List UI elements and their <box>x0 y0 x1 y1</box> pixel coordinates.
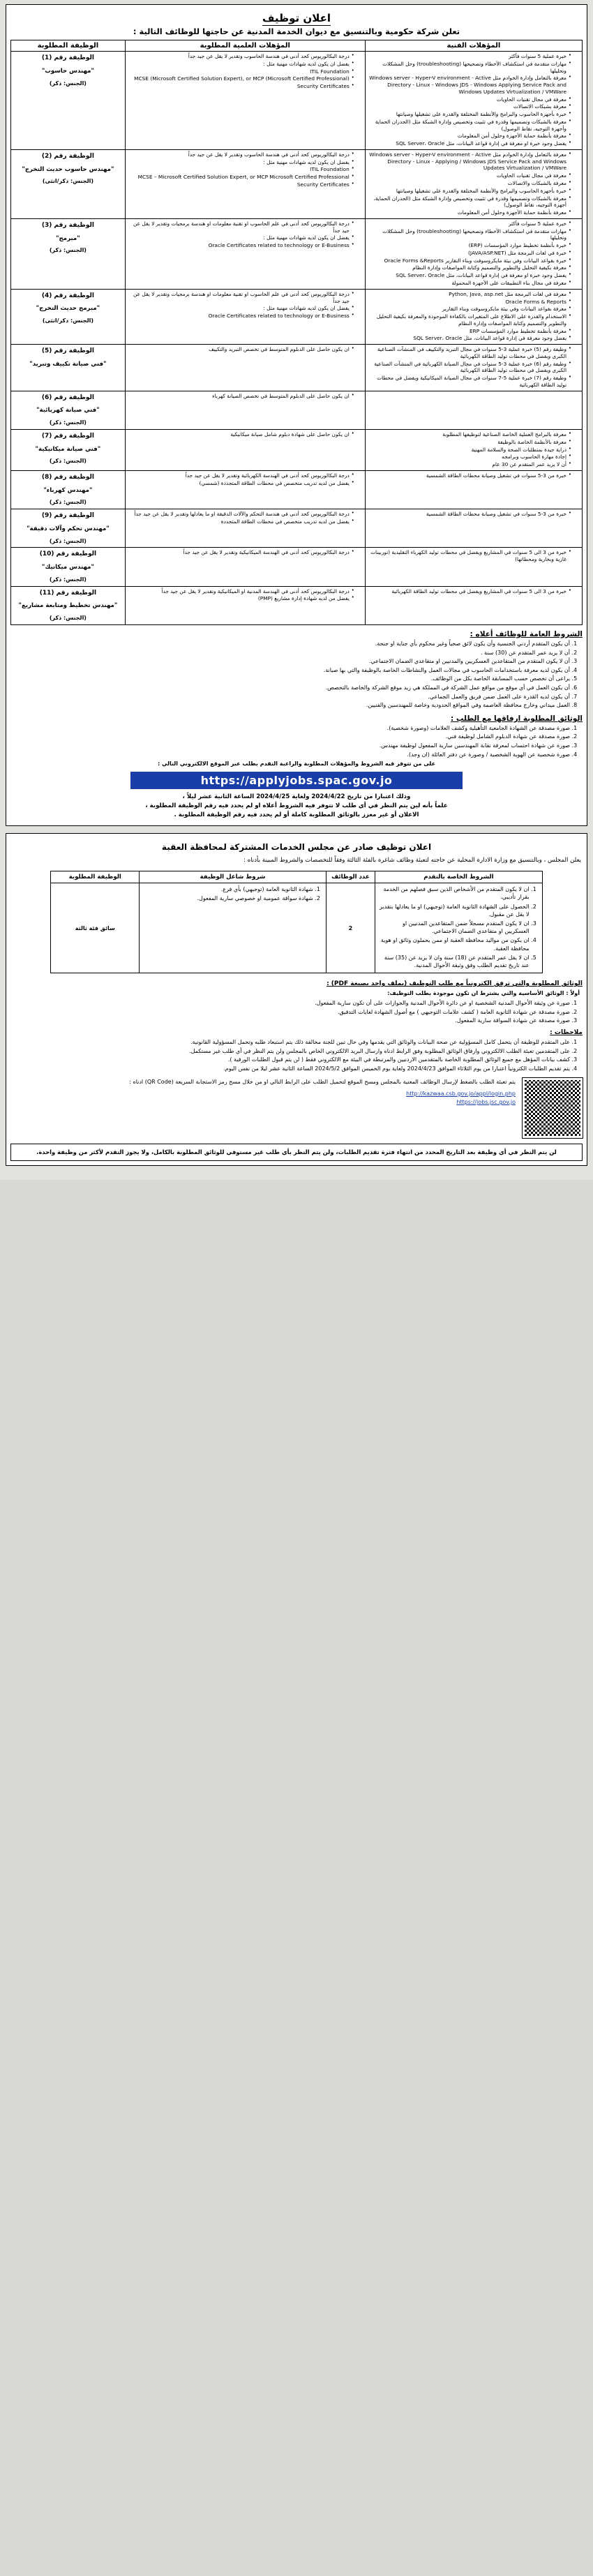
position-title: "مبرمج" <box>56 234 80 242</box>
list-item: 3. كشف بيانات المؤهل مع جميع الوثائق المطلوبة الخاصة بالمتقدمين الاردنيين والمرتبطة في البيئة مع الالكتروني فقط ( لن يتم قبول الطلبات الورقية ). <box>10 1056 570 1064</box>
position-gender: (الجنس: ذكر) <box>49 615 87 622</box>
position-title: "مبرمج حديث التخرج" <box>36 305 100 313</box>
list-item: • معرفة بكيفية التحليل والتطوير والتصميم وكتابة المواصفات وإدارة النظام <box>368 264 571 271</box>
cell-position <box>11 149 126 218</box>
cell-scientific <box>125 149 365 218</box>
jobs-table <box>10 40 583 625</box>
list-item: 1. صورة عن وثيقة الأحوال المدنية الشخصية او عن دائرة الأحوال المدنية والجوازات على أن تكون سارية المفعول. <box>10 999 570 1008</box>
ad2-final-note: لن يتم النظر في أي وظيفة بعد التاريخ المحدد من انتهاء فترة تقديم الطلبات، ولن يتم النظر بأي طلب غير مستوفي للوثائق المطلوبة بالكامل، ولا يجوز التقدم لأكثر من وظيفة واحدة. <box>10 1144 583 1161</box>
col-technical: المؤهلات الفنية <box>365 40 582 52</box>
position-gender: (الجنس: ذكر) <box>49 247 87 254</box>
position-gender: (الجنس: ذكر/انثى) <box>42 317 93 324</box>
list-item: • خبرة عملية 5 سنوات فأكثر <box>368 220 571 227</box>
cell-technical <box>365 586 582 624</box>
ad2-count-cell: 2 <box>326 883 375 973</box>
list-item: • MCSE – Microsoft Certified Solution Expert, or MCP Microsoft Certified Professional <box>128 174 354 181</box>
list-item: • معرفة بأنظمة حماية الأجهزة وحلول أمن المعلومات <box>368 209 571 216</box>
cell-position <box>11 548 126 586</box>
list-item: 1. أن يكون المتقدم أردني الجنسية وأن يكون لائق صحياً وغير محكوم بأي جناية او جنحة. <box>10 640 570 648</box>
list-item: • معرفة بالتعامل وإدارة الخوادم مثل Windows server - Hyper-V environment - Active Directory - Linux - Windows JDS - Windows Applying Service Pack and Windows Updates Virtualization / VMWare <box>368 75 571 95</box>
cell-position <box>11 429 126 470</box>
list-item: • Oracle Forms & Reports <box>368 299 571 306</box>
cell-scientific <box>125 548 365 586</box>
cell-technical <box>365 548 582 586</box>
scientific-list-1 <box>128 151 363 188</box>
position-title: "مهندس حاسوب" <box>41 67 94 75</box>
qr-code-icon[interactable] <box>523 1078 583 1138</box>
cell-technical <box>365 218 582 289</box>
position-title: "مهندس تحكم وآلات دقيقة" <box>27 525 110 532</box>
list-item: 6. أن يكون العمل في أي موقع من مواقع عمل الشركة في المملكة هي زيد موقع الشركة والخاصة بالتخصص. <box>10 684 570 692</box>
table-row <box>11 218 583 289</box>
position-number: الوظيفة رقم (9) <box>41 512 94 520</box>
cell-position <box>11 345 126 391</box>
docs-title: الوثائق المطلوبة ارفاقها مع الطلب : <box>451 714 583 723</box>
deadline-note <box>10 793 583 820</box>
list-item: 1. على المتقدم للوظيفة أن يتحمل كامل المسؤولية عن صحة البيانات والوثائق التي يقدمها وفي حال تبين للجنة مخالفة ذلك يتم استبعاد طلبه وتحمل المسؤولية القانونية. <box>10 1038 570 1047</box>
scientific-list-6 <box>128 431 363 438</box>
cell-position <box>11 52 126 150</box>
list-item: • يفضل من لديه شهادة إدارة مشاريع (PMP) <box>128 595 354 602</box>
list-item: • معرفة بشبكات الاتصالات <box>368 103 571 110</box>
cell-scientific <box>125 345 365 391</box>
position-title: "فني صيانة كهربائية" <box>36 407 100 414</box>
technical-list-9 <box>368 549 580 563</box>
list-item: 5. يراعى أن تخصص حسب المسابقة الخاصة بكل من الوظائف. <box>10 675 570 683</box>
list-item: • يفضل ان يكون لديه شهادات مهنية مثل : <box>128 61 354 68</box>
list-item: • مهارات متقدمة في استكشاف الأخطاء وتصحيحها (troubleshooting) وحل المشكلات وتحليلها <box>368 228 571 242</box>
list-item: • درجة البكالوريوس كحد أدنى في الهندسة المدنية او الميكانيكية وتقدير لا يقل عن جيد جداً <box>128 588 354 595</box>
ad2-docs-list <box>10 999 583 1025</box>
list-item: • ان يكون حاصل على الدبلوم المتوسط في تخصص الصيانة كهرباء <box>128 393 354 400</box>
position-title: "مهندس ميكانيك" <box>41 564 94 571</box>
cell-position <box>11 289 126 344</box>
ad2-duties-cell <box>140 883 326 973</box>
position-title: "فني صيانة ميكانيكية" <box>35 445 101 453</box>
document-page <box>0 0 593 1180</box>
table-row <box>11 391 583 429</box>
list-item: 4. صورة شخصية عن الهوية الشخصية / وصورة عن دفتر العائلة (ان وجد). <box>10 751 570 759</box>
position-gender: (الجنس: ذكر) <box>49 419 87 426</box>
list-item: • Security Certificates <box>128 83 354 90</box>
list-item: • خبرة عملية 5 سنوات فأكثر <box>368 53 571 60</box>
list-item: • معرفة بالشبكات وتصميمها وقدرة في تثبيت وتخصيص وإدارة الشبكة مثل (الجدران الحماية، أجهزة التوجيه، نقاط الوصول) <box>368 195 571 209</box>
cell-position <box>11 509 126 548</box>
table-row <box>11 509 583 548</box>
position-gender: (الجنس: ذكر) <box>49 576 87 583</box>
ad2-title: اعلان توظيف صادر عن مجلس الخدمات المشتركة لمحافظة العقبة <box>161 842 432 853</box>
list-item: • معرفة بالبرامج العملية الخاصة الصناعية لتوظيفها المطلوبة <box>368 431 571 438</box>
cell-scientific <box>125 586 365 624</box>
cell-technical <box>365 391 582 429</box>
scientific-list-0 <box>128 53 363 90</box>
position-number: الوظيفة رقم (8) <box>41 473 94 481</box>
position-title: "فني صيانة تكييف وتبريد" <box>29 360 107 368</box>
list-item: • درجة البكالوريوس كحد أدنى في هندسة الحاسوب وتقدير لا يقل عن جيد جداً <box>128 53 354 60</box>
col-scientific: المؤهلات العلمية المطلوبة <box>125 40 365 52</box>
list-item: • الاستخدام والقدرة على الاطلاع على المتغيرات بالكفاءة الموجودة والمعرفة بكيفية التحليل والتطوير والتصميم وكتابة المواصفات وإدارة النظام <box>368 313 571 327</box>
table-row <box>11 52 583 150</box>
technical-list-0 <box>368 53 580 147</box>
technical-list-6 <box>368 431 580 468</box>
ad1-intro: تعلن شركة حكومية وبالتنسيق مع ديوان الخدمة المدنية عن حاجتها للوظائف التالية : <box>133 27 460 36</box>
deadline-line-2: علماً بأنه لين يتم النظر في أي طلب لا تتوفر فيه الشروط أعلاه او لم يحدد فيه رقم الوظيفة المطلوبة ، <box>145 802 448 809</box>
list-item: • إجادة مهارة الحاسوب وبرامجه <box>368 454 571 460</box>
list-item: 4. أن يكون لديه معرفة باستخدامات الحاسوب في مجالات العمل والنشاطات الخاصة بالوظيفة والتي بها صيانة. <box>10 666 570 675</box>
cell-position <box>11 218 126 289</box>
job-ad-2 <box>6 833 587 1166</box>
table-row <box>11 586 583 624</box>
terms-title: الشروط العامة للوظائف أعلاه : <box>470 630 583 638</box>
list-item: • يفضل ان يكون لديه شهادات مهنية مثل : <box>128 159 354 166</box>
col-position: الوظيفة المطلوبة <box>11 40 126 52</box>
list-item: • خبرة بأجهزة الحاسوب والبرامج والأنظمة المختلفة والقدرة على تشغيلها وصيانتها <box>368 188 571 195</box>
list-item: • يفضل ان يكون لديه شهادات مهنية مثل : <box>128 234 354 241</box>
technical-list-3 <box>368 291 580 342</box>
ad2-col-count: عدد الوظائف <box>326 871 375 883</box>
list-item: • درجة البكالوريوس كحد أدنى في علم الحاسوب او تقنية معلومات او هندسة برمجيات وتقدير لا يقل عن جيد جداً <box>128 291 354 305</box>
list-item: • خبرة من 3-5 سنوات في تشغيل وصيانة محطات الطاقة الشمسية <box>368 472 571 479</box>
ad2-conditions-cell <box>375 883 542 973</box>
position-gender: (الجنس: ذكر) <box>49 537 87 544</box>
ad2-notes-title: ملاحظات : <box>550 1028 583 1036</box>
cell-position <box>11 586 126 624</box>
list-item: 3. صورة عن شهادة احتساب لمعرفة نقابة المهندسين سارية المفعول لوظيفة مهندس. <box>10 742 570 750</box>
ad2-row <box>51 883 542 973</box>
position-number: الوظيفة رقم (6) <box>41 394 94 401</box>
scientific-list-7 <box>128 472 363 487</box>
list-item: • درجة البكالوريوس كحد أدنى في الهندسة الكهربائية وتقدير لا يقل عن جيد جداً <box>128 472 354 479</box>
position-number: الوظيفة رقم (10) <box>39 551 97 558</box>
list-item: • معرفة بالشبكات والاتصالات <box>368 180 571 187</box>
table-header-row <box>11 40 583 52</box>
position-gender: (الجنس: ذكر) <box>49 458 87 465</box>
terms-list <box>10 640 583 710</box>
list-item: • يفضل من لديه تدريب متخصص في محطات الطاقة المتجددة <box>128 518 354 525</box>
list-item: • معرفة في مجال تقنيات الحاويات <box>368 96 571 103</box>
technical-list-4 <box>368 346 580 389</box>
table-row <box>11 149 583 218</box>
position-number: الوظيفة رقم (2) <box>41 152 94 160</box>
deadline-line-1: وذلك اعتبارا من تاريخ 2024/4/22 ولغاية 2024/4/25 الساعة الثانية عشر ليلاً ، <box>182 793 411 800</box>
list-item: • MCSE (Microsoft Certified Solution Expert), or MCP (Microsoft Certified Professional) <box>128 75 354 82</box>
scientific-list-2 <box>128 220 363 249</box>
position-gender: (الجنس: ذكر) <box>49 499 87 506</box>
cell-scientific <box>125 429 365 470</box>
cell-scientific <box>125 509 365 548</box>
position-gender: (الجنس: ذكر/انثى) <box>42 178 93 185</box>
table-row <box>11 289 583 344</box>
list-item: • ان يكون حاصل على الدبلوم المتوسط في تخصص التبريد والتكييف <box>128 346 354 353</box>
scientific-list-4 <box>128 346 363 353</box>
list-item: • معرفة في لغات البرمجة مثل Python, Java, asp.net <box>368 291 571 298</box>
position-number: الوظيفة رقم (1) <box>41 54 94 61</box>
list-item: • خبرة من 3-5 سنوات في تشغيل وصيانة محطات الطاقة الشمسية <box>368 511 571 518</box>
list-item: • درجة البكالوريوس كحد أدنى في هندسة التحكم والآلات الدقيقة او ما يعادلها وتقدير لا يقل عن جيد جداً <box>128 511 354 518</box>
ad2-docs-sub: أولاً : الوثائق الأساسية والتي يشترط ان تكون موجودة بطلب التوظيف: <box>387 990 580 997</box>
list-item: • درجة البكالوريوس كحد أدنى في هندسة الحاسوب وتقدير لا يقل عن جيد جداً <box>128 151 354 158</box>
list-item: 4. يتم تقديم الطلبات الكترونياً اعتبارا من يوم الثلاثاء الموافق 2024/4/23 ولغاية يوم الخميس الموافق 2024/5/2 الساعة الثانية عشر ليلا من نفس اليوم. <box>10 1065 570 1073</box>
position-number: الوظيفة رقم (3) <box>41 221 94 229</box>
position-number: الوظيفة رقم (11) <box>39 589 97 597</box>
list-item: • معرفة بقواعد البيانات وفي بيئة مايكروسوفت وبناء التقارير <box>368 306 571 313</box>
list-item: 3. صورة مصدقة عن شهادة السواقة سارية المفعول. <box>10 1017 570 1025</box>
cell-scientific <box>125 470 365 509</box>
list-item: 1. ان لا يكون المتقدم من الأشخاص الذين سبق فصلهم من الخدمة بقرار تأديبي. <box>378 885 529 901</box>
list-item: 3. ان لا يكون المتقدم مسجلاً ضمن المتقاعدين المدنيين او العسكريين او متقاعدي الضمان الاجتماعي. <box>378 920 529 935</box>
cell-technical <box>365 509 582 548</box>
table-row <box>11 429 583 470</box>
cell-position <box>11 391 126 429</box>
technical-list-7 <box>368 472 580 479</box>
apply-url[interactable]: https://applyjobs.spac.gov.jo <box>130 772 463 789</box>
cell-position <box>11 470 126 509</box>
list-item: • درجة البكالوريوس كحد أدنى في علم الحاسوب او تقنية معلومات او هندسة برمجيات وتقدير لا يقل عن جيد جداً <box>128 220 354 234</box>
list-item: • معرفة في مجال تقنيات الحاويات <box>368 172 571 179</box>
list-item: • وظيفة رقم (5) خبرة عملية 3-5 سنوات في مجال التبريد والتكييف في المنشآت الصناعية الكبرى ويفضل في محطات توليد الطاقة الكهربائية <box>368 346 571 360</box>
list-item: • Oracle Certificates related to technology or E-Business <box>128 313 354 320</box>
list-item: 1. صورة مصدقة عن الشهادة الجامعية التأهيلية وكشف العلامات (وصورة شخصية). <box>10 724 570 733</box>
list-item: • يفضل وجود خبرة او معرفة في إدارة قواعد البيانات، مثل SQL Server، Oracle <box>368 140 571 147</box>
ad1-title: اعلان توظيف <box>262 12 331 24</box>
technical-list-1 <box>368 151 580 216</box>
list-item: • وظيفة رقم (6) خبرة عملية 3-5 سنوات في مجال الصيانة الكهربائية في المنشآت الصناعية الكبرى ويفضل في محطات توليد الطاقة الكهربائية <box>368 361 571 375</box>
ad2-col-conditions: الشروط الخاصة بالتقدم <box>375 871 542 883</box>
list-item: • معرفة بأنظمة تخطيط موارد المؤسسات ERP <box>368 328 571 335</box>
technical-list-10 <box>368 588 580 595</box>
list-item: 2. الحصول على الشهادة الثانوية العامة (توجيهي) او ما يعادلها بتقدير لا يقل عن مقبول. <box>378 903 529 918</box>
qr-section <box>10 1078 583 1138</box>
list-item: 2. أن لا يزيد عمر المتقدم عن (30) سنة . <box>10 649 570 657</box>
technical-list-2 <box>368 220 580 287</box>
list-item: • وظيفة رقم (7) خبرة عملية 5-7 سنوات في مجال الصيانة الميكانيكية ويفضل في محطات توليد الطاقة الكهربائية <box>368 375 571 389</box>
list-item: • معرفة بالشبكات وتصميمها وقدرة في تثبيت وتخصيص وإدارة الشبكة مثل (الجدران الحماية وأجهزة التوجيه، نقاط الوصول) <box>368 119 571 133</box>
list-item: 2. شهادة سواقة عمومية او خصوصي سارية المفعول. <box>142 894 313 902</box>
ad2-table <box>50 871 542 973</box>
list-item: • ان يكون حاصل على شهادة دبلوم شامل صيانة ميكانيكية <box>128 431 354 438</box>
list-item: • Security Certificates <box>128 181 354 188</box>
list-item: 2. صورة مصدقة عن شهادة الدبلوم الشامل لوظيفة فني. <box>10 733 570 741</box>
scientific-list-8 <box>128 511 363 525</box>
list-item: • خبرة من 3 الى 5 سنوات في المشاريع ويفضل في محطات توليد الطاقة الكهربائية <box>368 588 571 595</box>
table-row <box>11 548 583 586</box>
ad2-subtitle: يعلن المجلس ، وبالتنسيق مع وزارة الادارة المحلية عن حاجته لتعبئة وظائف شاغرة بالفئة الثالثة وفقاً للتخصصات والشروط المبينة بأدناه : <box>243 857 581 864</box>
list-item: • مهارات متقدمة في استكشاف الأخطاء وتصحيحها (troubleshooting) وحل المشكلات وتحليلها <box>368 61 571 75</box>
list-item: • خبرة بقواعد البيانات وفي بيئة مايكروسوفت وبناء التقارير Oracle Forms &Reports <box>368 257 571 264</box>
ad2-header-row <box>51 871 542 883</box>
technical-list-8 <box>368 511 580 518</box>
ad2-col-duties: شروط شاغل الوظيفة <box>140 871 326 883</box>
apply-link-2[interactable]: https://jobs.jsc.gov.jo <box>456 1099 516 1106</box>
deadline-line-3: الاعلان أو غير معزز بالوثائق المطلوبة كاملة أو لم يحدد فيه رقم الوظيفة المطلوبة . <box>174 811 419 818</box>
table-row <box>11 470 583 509</box>
list-item: • خبرة بأجهزة الحاسوب والبرامج والأنظمة المختلفة والقدرة على تشغيلها وصيانتها <box>368 111 571 118</box>
qr-instructions <box>129 1078 516 1107</box>
scientific-list-5 <box>128 393 363 400</box>
cell-scientific <box>125 391 365 429</box>
table-row <box>11 345 583 391</box>
docs-list <box>10 724 583 758</box>
position-title: "مهندس كهرباء" <box>43 486 93 494</box>
scientific-list-10 <box>128 588 363 603</box>
apply-link-1[interactable]: http://kazwaa.csb.gov.jo/appl/login.php <box>406 1090 516 1097</box>
list-item: • Oracle Certificates related to technology or E-Business <box>128 242 354 249</box>
position-number: الوظيفة رقم (7) <box>41 432 94 440</box>
position-title: "مهندس حاسوب حديث التخرج" <box>22 165 114 173</box>
list-item: • درجة البكالوريوس كحد أدنى في الهندسة الميكانيكية وتقدير لا يقل عن جيد جداً <box>128 549 354 556</box>
ad2-docs-title: الوثائق المطلوبة والتي ترفق الكترونياً مع طلب التوظيف (بملف واحد بصيغة PDF) : <box>326 980 583 988</box>
apply-note: على من تتوفر فيه الشروط والمؤهلات المطلوبة والراغبة التقدم بطلب عبر الموقع الالكتروني التالي : <box>157 761 436 767</box>
list-item: • خبرة من 3 الى 5 سنوات في المشاريع ويفضل في محطات توليد الكهرباء التقليدية (توربينات غازية وبخارية ومحطاتها) <box>368 549 571 563</box>
cell-technical <box>365 289 582 344</box>
list-item: • يفضل وجود خبرة او معرفة في إدارة قواعد البيانات، مثل SQL Server، Oracle <box>368 272 571 279</box>
list-item: • ITIL Foundation <box>128 166 354 173</box>
qr-instructions-text: يتم تعبئة الطلب بالضغط لإرسال الوظائف المعنية بالمجلس ومسح الموقع لتحميل الطلب على الرابط التالي او من خلال مسح رمز الاستجابة السريعة (QR Code) ادناه : <box>129 1079 516 1086</box>
list-item: • معرفة في مجال بناء التطبيقات على الأجهزة المحمولة <box>368 280 571 287</box>
list-item: 2. على المتقدمين تعبئة الطلب الالكتروني وارفاق الوثائق المطلوبة وفق الرابط ادناه وارسال البريد الالكتروني الخاص بالمجلس ولن يتم النظر في أي طلب غير مستكمل. <box>10 1047 570 1056</box>
list-item: 2. صورة مصدقة عن شهادة الثانوية العامة ( كشف علامات التوجيهي ) مع أصول الشهادة لغايات التدقيق. <box>10 1008 570 1017</box>
list-item: • خبرة في لغات البرمجة مثل (JAVA/ASP.NET) <box>368 250 571 257</box>
list-item: 5. ان لا يقل عمر المتقدم عن (18) سنة وان لا يزيد عن (35) سنة عند تاريخ تقديم الطلب وفق وثيقة الأحوال المدنية. <box>378 954 529 969</box>
list-item: • يفضل من لديه تدريب متخصص في محطات الطاقة المتجددة (شمسي) <box>128 480 354 487</box>
cell-technical <box>365 52 582 150</box>
cell-technical <box>365 470 582 509</box>
list-item: 8. العمل ميداني وخارج محافظة العاصمة وفي المواقع الحدودية وخاصة للمهندسين والفنيين. <box>10 701 570 710</box>
scientific-list-3 <box>128 291 363 320</box>
ad2-notes-list <box>10 1038 583 1072</box>
cell-scientific <box>125 289 365 344</box>
list-item: • معرفة بأنظمة حماية الأجهزة وحلول أمن المعلومات <box>368 133 571 140</box>
scientific-list-9 <box>128 549 363 556</box>
ad2-job-cell: سائق فئة ثالثة <box>51 883 140 973</box>
list-item: 4. ان يكون من مواليد محافظة العقبة او ممن يحملون وثائق او هوية محافظة العقبة. <box>378 936 529 952</box>
cell-scientific <box>125 52 365 150</box>
list-item: • خبرة بأنظمة تخطيط موارد المؤسسات (ERP) <box>368 242 571 249</box>
list-item: 7. أن يكون لديه القدرة على العمل ضمن فريق والعمل الجماعي. <box>10 693 570 701</box>
cell-technical <box>365 345 582 391</box>
job-ad-1 <box>6 4 587 826</box>
position-number: الوظيفة رقم (5) <box>41 347 94 355</box>
list-item: • دراية جيدة بمتطلبات الصحة والسلامة المهنية <box>368 447 571 454</box>
list-item: • يفضل ان يكون لديه شهادات مهنية مثل : <box>128 305 354 312</box>
list-item: • أن لا يزيد عمر المتقدم عن 30 عام <box>368 461 571 468</box>
list-item: • معرفة بالأنظمة الخاصة بالوظيفة <box>368 439 571 446</box>
list-item: • يفضل وجود معرفة في إدارة قواعد البيانات، مثل SQL Server، Oracle <box>368 335 571 342</box>
cell-scientific <box>125 218 365 289</box>
list-item: 3. أن لا يكون المتقدم من المتقاعدين العسكريين والمدنيين او متقاعدي الضمان الاجتماعي. <box>10 657 570 666</box>
position-title: "مهندس تخطيط ومتابعة مشاريع" <box>18 602 118 610</box>
cell-technical <box>365 429 582 470</box>
position-number: الوظيفة رقم (4) <box>41 292 94 299</box>
list-item: 1. شهادة الثانوية العامة (توجيهي) بأي فرع. <box>142 885 313 893</box>
position-gender: (الجنس: ذكر) <box>49 80 87 87</box>
cell-technical <box>365 149 582 218</box>
ad2-col-job: الوظيفة المطلوبة <box>51 871 140 883</box>
list-item: • معرفة بالتعامل وإدارة الخوادم مثل Windows server - Hyper-V environment - Active Directory - Linux - Applying / Windows JDS Service Pack and Windows Updates Virtualization / VMWare <box>368 151 571 172</box>
list-item: • ITIL Foundation <box>128 68 354 75</box>
